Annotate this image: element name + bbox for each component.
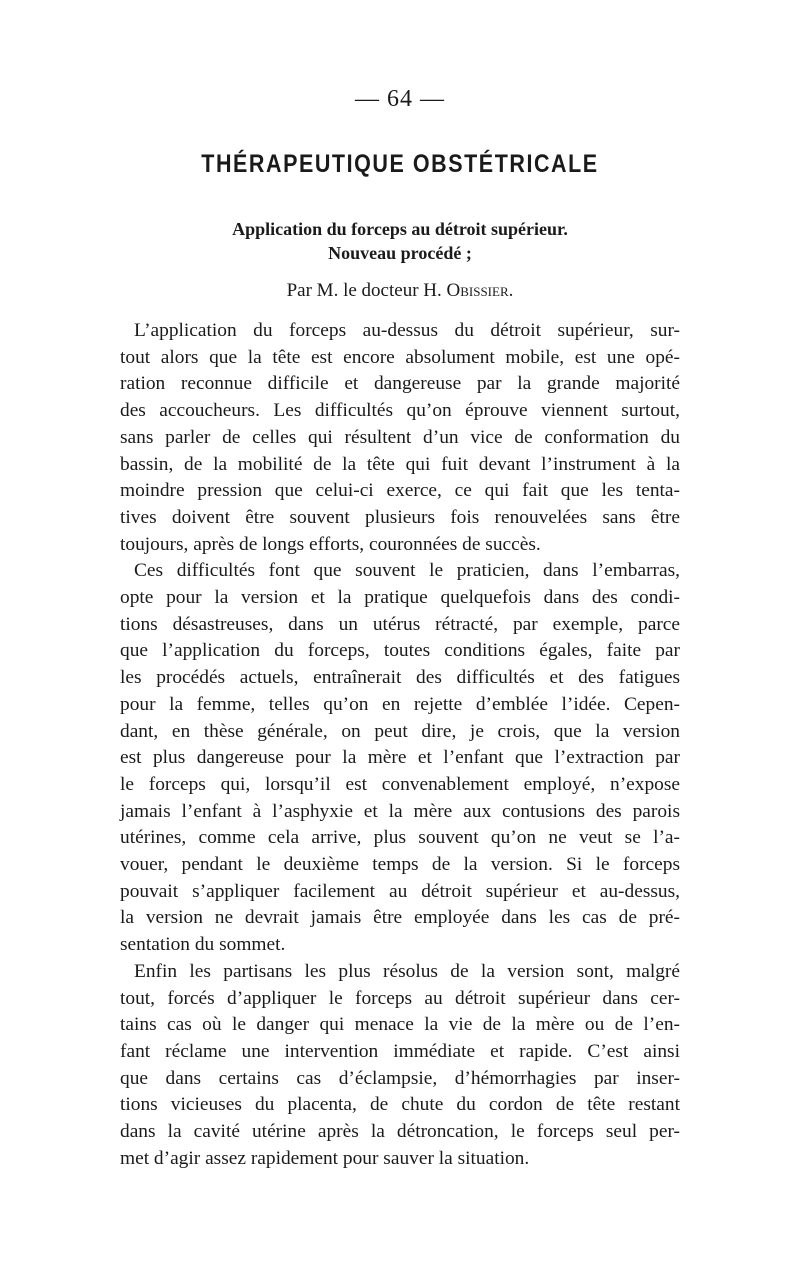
paragraph-line: que l’application du forceps, toutes conditions égales, faite par bbox=[120, 640, 680, 662]
article-title-line-2: Nouveau procédé ; bbox=[328, 243, 472, 263]
body-paragraph bbox=[120, 959, 680, 1173]
paragraph-line: L’application du forceps au-dessus du détroit supérieur, sur- bbox=[134, 320, 680, 341]
paragraph-line: moindre pression que celui-ci exerce, ce qui fait que les tenta- bbox=[120, 480, 680, 502]
paragraph-line: dant, en thèse générale, on peut dire, je crois, que la version bbox=[120, 720, 680, 742]
paragraph-line: est plus dangereuse pour la mère et l’enfant que l’extraction par bbox=[120, 747, 680, 769]
section-title: THÉRAPEUTIQUE OBSTÉTRICALE bbox=[201, 150, 599, 178]
paragraph-line: tives doivent être souvent plusieurs fois renouvelées sans être bbox=[120, 506, 680, 528]
paragraph-line: opte pour la version et la pratique quelquefois dans des condi- bbox=[120, 587, 680, 609]
paragraph-line: des accoucheurs. Les difficultés qu’on éprouve viennent surtout, bbox=[120, 400, 680, 422]
paragraph-line: met d’agir assez rapidement pour sauver la situation. bbox=[120, 1147, 530, 1169]
paragraph-line: toujours, après de longs efforts, couronnées de succès. bbox=[120, 533, 541, 555]
paragraph-line: sans parler de celles qui résultent d’un vice de conformation du bbox=[120, 426, 680, 448]
paragraph-line: bassin, de la mobilité de la tête qui fuit devant l’instrument à la bbox=[120, 453, 680, 475]
paragraph-line: utérines, comme cela arrive, plus souvent qu’on ne veut se l’a- bbox=[120, 827, 680, 849]
paragraph-line: tains cas où le danger qui menace la vie de la mère ou de l’en- bbox=[120, 1014, 680, 1036]
paragraph-line: la version ne devrait jamais être employée dans les cas de pré- bbox=[120, 907, 680, 929]
article-body bbox=[120, 318, 680, 1173]
paragraph-line: sentation du sommet. bbox=[120, 934, 286, 956]
paragraph-line: Enfin les partisans les plus résolus de la version sont, malgré bbox=[134, 960, 680, 982]
body-paragraph bbox=[120, 318, 680, 558]
author-name: Obissier. bbox=[446, 280, 514, 301]
paragraph-line: pour la femme, telles qu’on en rejette d’emblée l’idée. Cepen- bbox=[120, 693, 680, 715]
page-number: — 64 — bbox=[355, 86, 445, 112]
article-title-line-1: Application du forceps au détroit supérieur. bbox=[232, 219, 568, 239]
paragraph-line: tions vicieuses du placenta, de chute du cordon de tête restant bbox=[120, 1094, 680, 1116]
body-paragraph bbox=[120, 558, 680, 959]
paragraph-line: ration reconnue difficile et dangereuse par la grande majorité bbox=[120, 373, 680, 395]
article-title bbox=[0, 217, 800, 265]
paragraph-line: que dans certains cas d’éclampsie, d’hémorrhagies par inser- bbox=[120, 1067, 680, 1089]
paragraph-line: tout alors que la tête est encore absolument mobile, est une opé- bbox=[120, 346, 680, 368]
paragraph-line: vouer, pendant le deuxième temps de la version. Si le forceps bbox=[120, 854, 680, 876]
author-line bbox=[0, 280, 800, 302]
paragraph-line: pouvait s’appliquer facilement au détroit supérieur et au-dessus, bbox=[120, 880, 680, 902]
paragraph-line: jamais l’enfant à l’asphyxie et la mère aux contusions des parois bbox=[120, 800, 680, 822]
paragraph-line: tions désastreuses, dans un utérus rétracté, par exemple, parce bbox=[120, 613, 680, 635]
paragraph-line: dans la cavité utérine après la détroncation, le forceps seul per- bbox=[120, 1121, 680, 1143]
paragraph-line: tout, forcés d’appliquer le forceps au détroit supérieur dans cer- bbox=[120, 987, 680, 1009]
paragraph-line: les procédés actuels, entraînerait des difficultés et des fatigues bbox=[120, 667, 680, 689]
paragraph-line: le forceps qui, lorsqu’il est convenablement employé, n’expose bbox=[120, 773, 680, 795]
paragraph-line: Ces difficultés font que souvent le praticien, dans l’embarras, bbox=[134, 560, 680, 582]
author-prefix: Par M. le docteur H. bbox=[286, 280, 447, 301]
paragraph-line: fant réclame une intervention immédiate et rapide. C’est ainsi bbox=[120, 1040, 680, 1062]
